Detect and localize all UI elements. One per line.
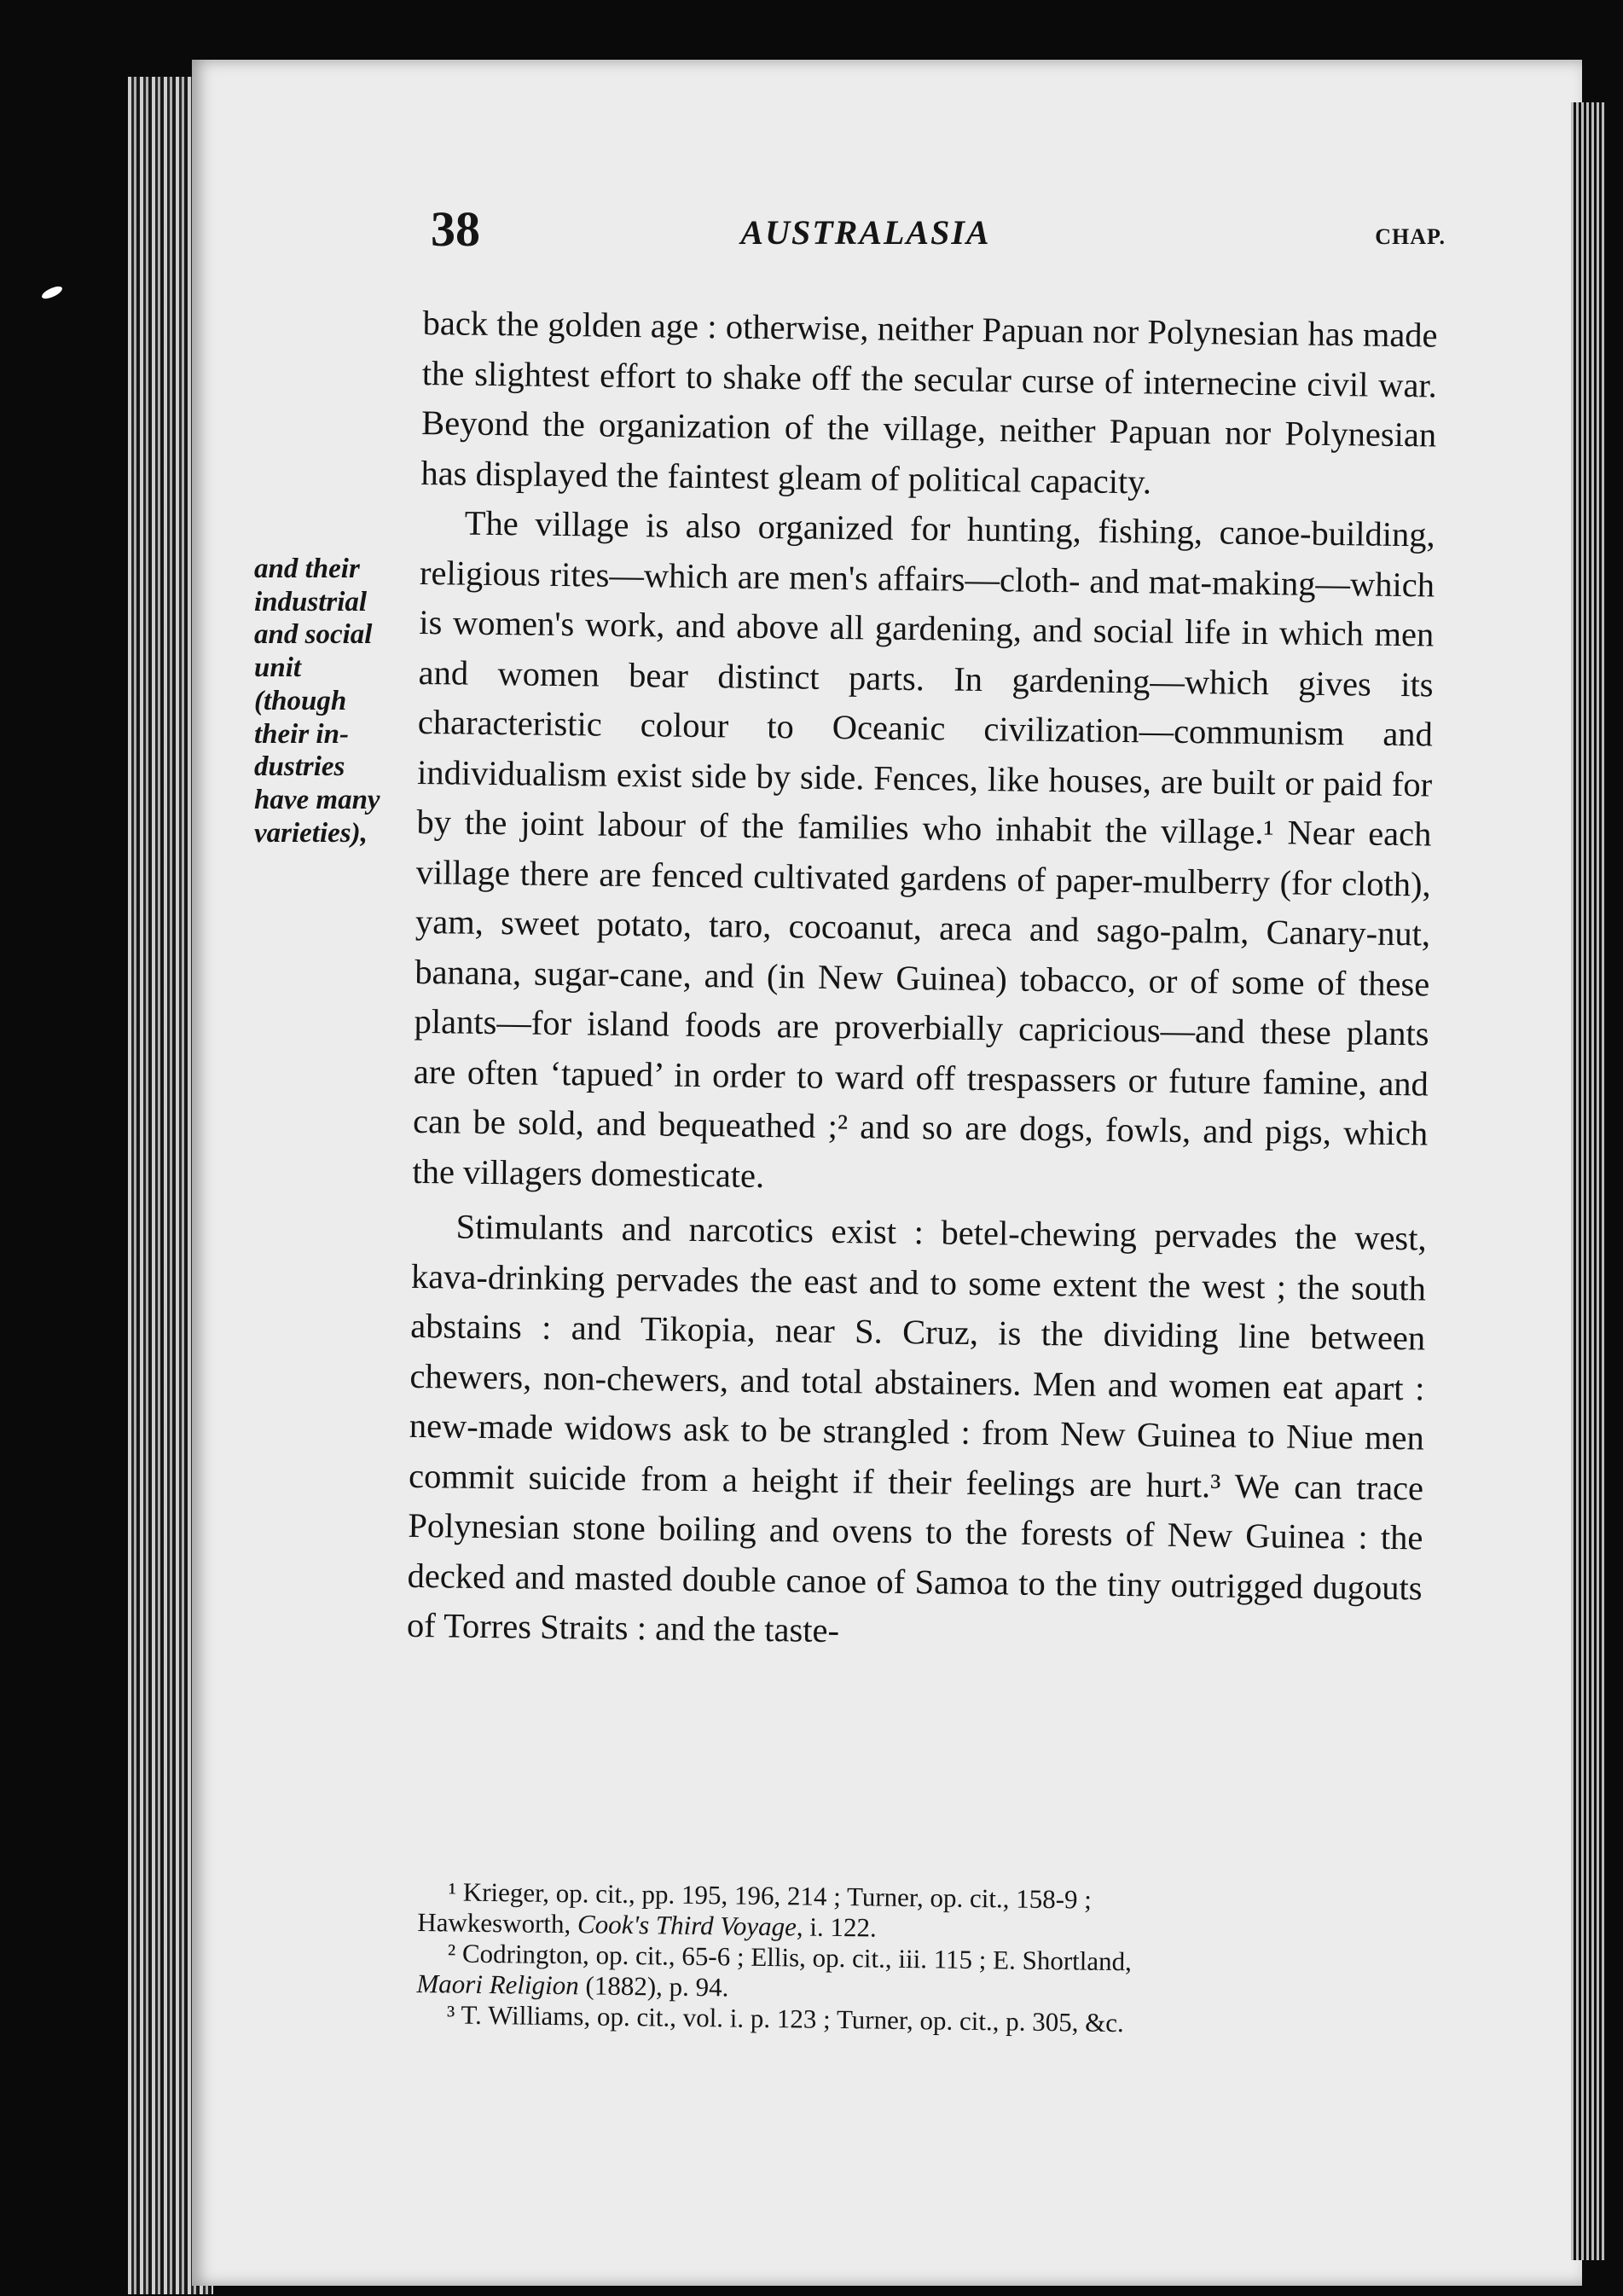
running-title: AUSTRALASIA xyxy=(740,213,991,252)
page-number: 38 xyxy=(431,201,480,257)
chapter-mark: CHAP. xyxy=(1375,224,1446,249)
scan-speck xyxy=(40,284,64,301)
footnotes xyxy=(416,1876,1441,2043)
footnote-title: Maori Religion xyxy=(416,1968,579,2001)
margin-note-line: have many xyxy=(254,784,380,815)
margin-note xyxy=(254,553,416,849)
footnote-title: Cook's Third Voyage xyxy=(577,1909,797,1942)
footnote-2: ² Codrington, op. cit., 65-6 ; Ellis, op. cit., iii. 115 ; E. Shortland, xyxy=(447,1938,1133,1977)
margin-note-line: (though xyxy=(254,685,347,716)
footnote-text: , i. 122. xyxy=(796,1911,878,1943)
margin-note-line: dustries xyxy=(254,751,345,783)
paragraph: Stimulants and narcotics exist : betel-chewing pervades the west, kava-drinking pervades the east and to some extent the west ; the south abstains : and Tikopia, near S. Cruz, is the dividing line between chewers, non-chewers, and total abstainers. Men and women eat apart : new-made widows ask to be strangled : from New Guinea to Niue men commit suicide from a height if their feelings are hurt.³ We can trace Polynesian stone boiling and ovens to the forests of New Guinea : the decked and masted double canoe of Samoa to the tiny outrigged dugouts of Torres Straits : and the taste- xyxy=(406,1207,1427,1650)
margin-note-line: unit xyxy=(254,652,302,684)
body-text xyxy=(407,299,1438,1663)
paragraph: back the golden age : otherwise, neither Papuan nor Polynesian has made the slightest effort to shake off the secular curse of internecine civil war. Beyond the organization of the village, neither Papuan nor Polynesian has displayed the faintest gleam of political capacity. xyxy=(420,303,1438,501)
margin-note-line: varieties), xyxy=(254,817,368,849)
margin-note-line: industrial xyxy=(254,586,368,617)
page-header xyxy=(431,200,1446,269)
page-right-edge xyxy=(1571,102,1605,2260)
footnote-3: ³ T. Williams, op. cit., vol. i. p. 123 ; Turner, op. cit., p. 305, &c. xyxy=(446,1999,1125,2038)
margin-note-line: and social xyxy=(254,619,373,651)
margin-note-line: their in- xyxy=(254,718,349,750)
footnote-text: (1882), p. 94. xyxy=(578,1970,729,2003)
margin-note-line: and their xyxy=(254,554,360,584)
footnote-1: ¹ Krieger, op. cit., pp. 195, 196, 214 ; Turner, op. cit., 158-9 ; xyxy=(448,1876,1093,1915)
footnote-text: Hawkesworth, xyxy=(417,1906,578,1939)
paragraph: The village is also organized for hunting, fishing, canoe-building, religious rites—which are men's affairs—cloth- and mat-making—which is women's work, and above all gardening, and social life in which men and women bear distinct parts. In gardening—which gives its characteristic colour to Oceanic civilization—communism and individualism exist side by side. Fences, like houses, are built or paid for by the joint labour of the families who inhabit the village.¹ Near each village there are fenced cultivated gardens of paper-mulberry (for cloth), yam, sweet potato, taro, cocoanut, areca and sago-palm, Canary-nut, banana, sugar-cane, and (in New Guinea) tobacco, or of some of these plants—for island foods are proverbially capricious—and these plants are often ‘tapued’ in order to ward off trespassers or future famine, and can be sold, and bequeathed ;² and so are dogs, fowls, and pigs, which the villagers domesticate. xyxy=(412,503,1435,1195)
